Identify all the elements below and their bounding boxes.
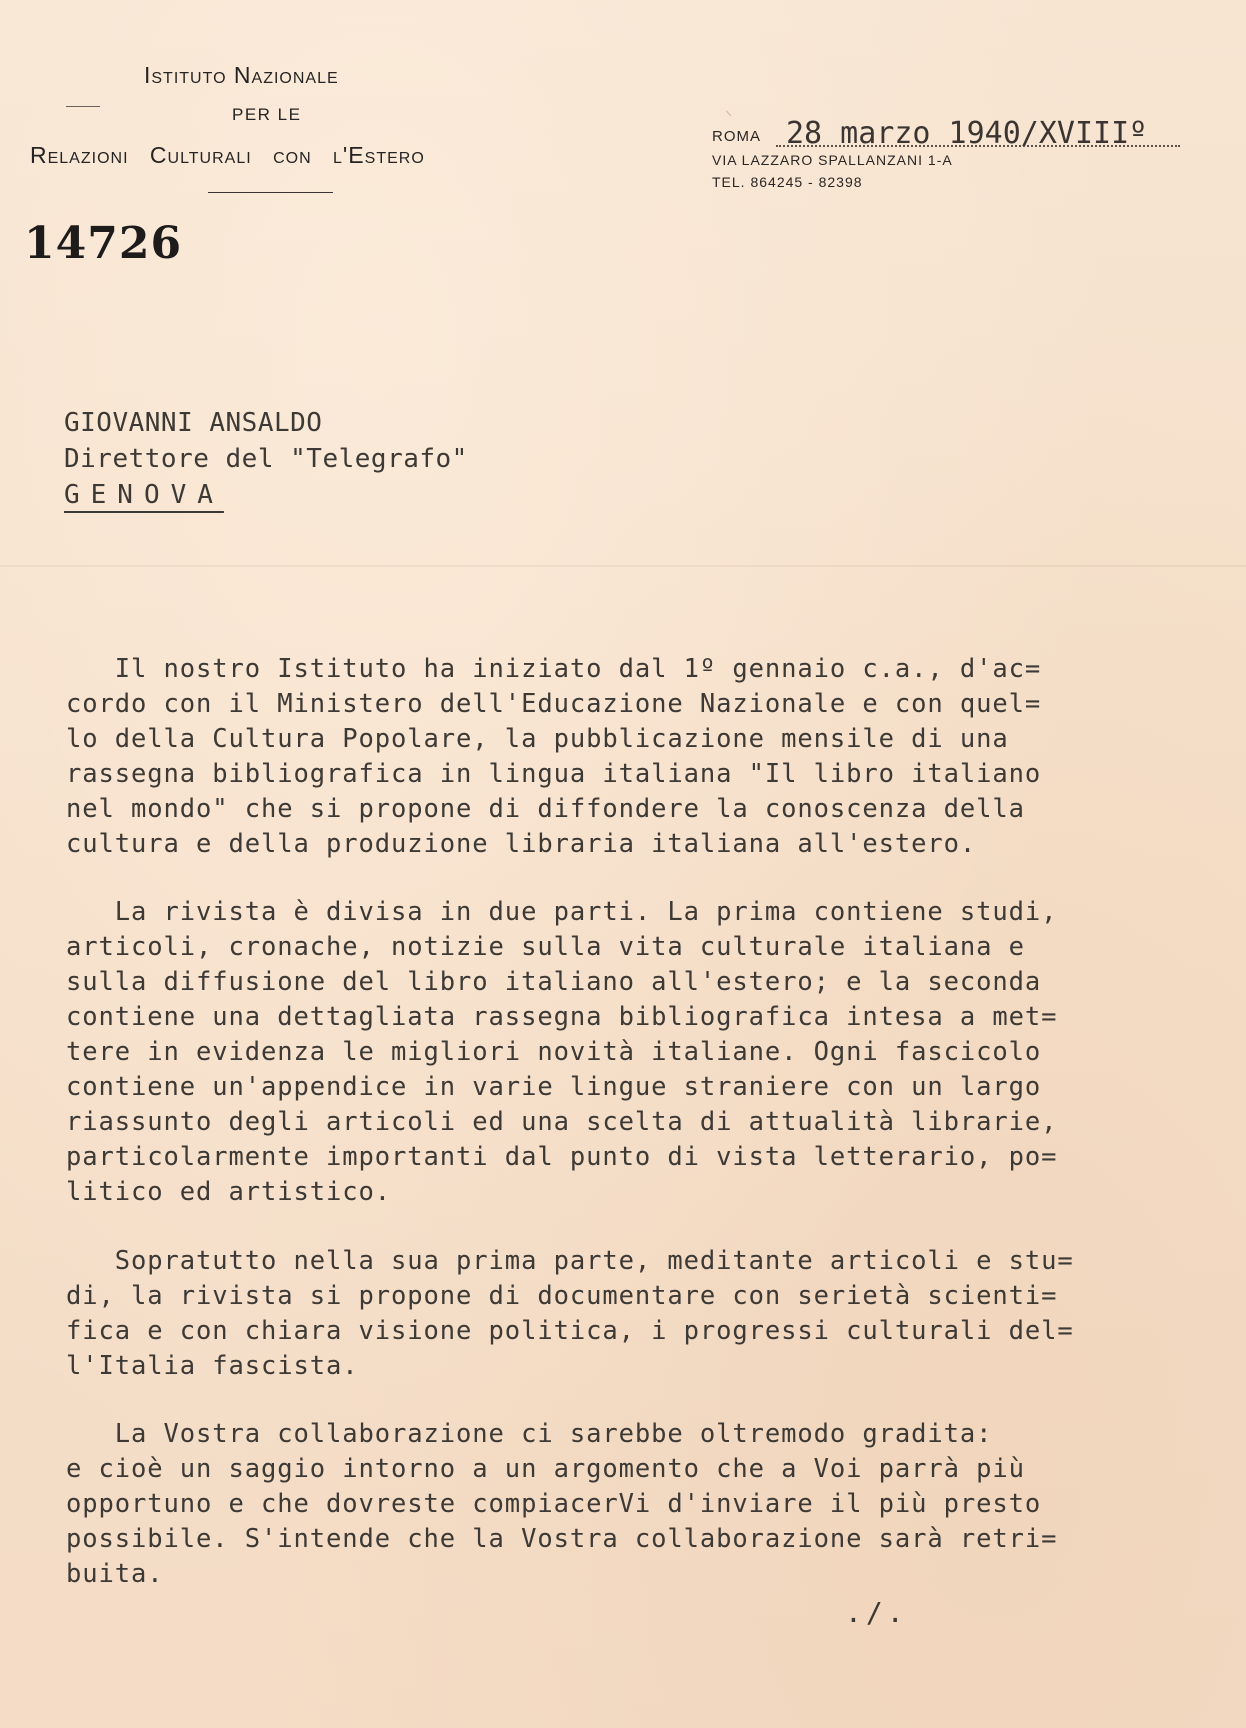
- letterhead-rule: [208, 192, 333, 193]
- letterhead-line-3: Relazioni Culturali con l'Estero: [30, 142, 425, 168]
- body-paragraph-1: Il nostro Istituto ha iniziato dal 1º gennaio c.a., d'ac= cordo con il Ministero dell'Educazione Nazionale e con quel= lo della Cultura Popolare, la pubblicazione mensile di una rassegna bibliografica in lingua italiana "Il libro italiano nel mondo" che si propone di diffondere la conoscenza della cultura e della produzione libraria italiana all'estero.: [66, 654, 1042, 859]
- addressee-name: GIOVANNI ANSALDO: [64, 408, 323, 438]
- addressee-block: [64, 405, 468, 513]
- letterhead-line-1: Istituto Nazionale: [144, 62, 339, 88]
- faint-mark: [726, 105, 738, 117]
- header-place: ROMA: [712, 128, 761, 145]
- body-paragraph-3: Sopratutto nella sua prima parte, meditante articoli e stu= di, la rivista si propone di documentare con serietà scienti= fica e con chiara visione politica, i progressi culturali del= l'Italia fascista.: [66, 1246, 1074, 1381]
- continuation-mark: ./.: [845, 1596, 908, 1629]
- addressee-title: Direttore del "Telegrafo": [64, 444, 468, 474]
- registration-number: 14726: [24, 218, 183, 269]
- letterhead-line-2: PER LE: [232, 105, 302, 124]
- body-paragraph-2: La rivista è divisa in due parti. La prima contiene studi, articoli, cronache, notizie sulla vita culturale italiana e sulla diffusione del libro italiano all'estero; e la seconda contiene una dettagliata rassegna bibliografica intesa a met= tere in evidenza le migliori novità italiane. Ogni fascicolo contiene un'appendice in varie lingue straniere con un largo riassunto degli articoli ed una scelta di attualità librarie, particolarmente importanti dal punto di vista letterario, po= litico ed artistico.: [66, 897, 1058, 1207]
- header-phone: TEL. 864245 - 82398: [712, 174, 863, 190]
- header-date: 28 marzo 1940/XVIIIº: [786, 116, 1148, 151]
- addressee-city: GENOVA: [64, 480, 224, 510]
- body-paragraph-4: La Vostra collaborazione ci sarebbe oltremodo gradita: e cioè un saggio intorno a un argomento che a Voi parrà più opportuno e che dovreste compiacerVi d'inviare il più presto possibile. S'intende che la Vostra collaborazione sarà retri= buita.: [66, 1419, 1058, 1589]
- paper-fold: [0, 565, 1246, 567]
- pencil-mark: [66, 106, 100, 107]
- header-address: VIA LAZZARO SPALLANZANI 1-A: [712, 152, 953, 168]
